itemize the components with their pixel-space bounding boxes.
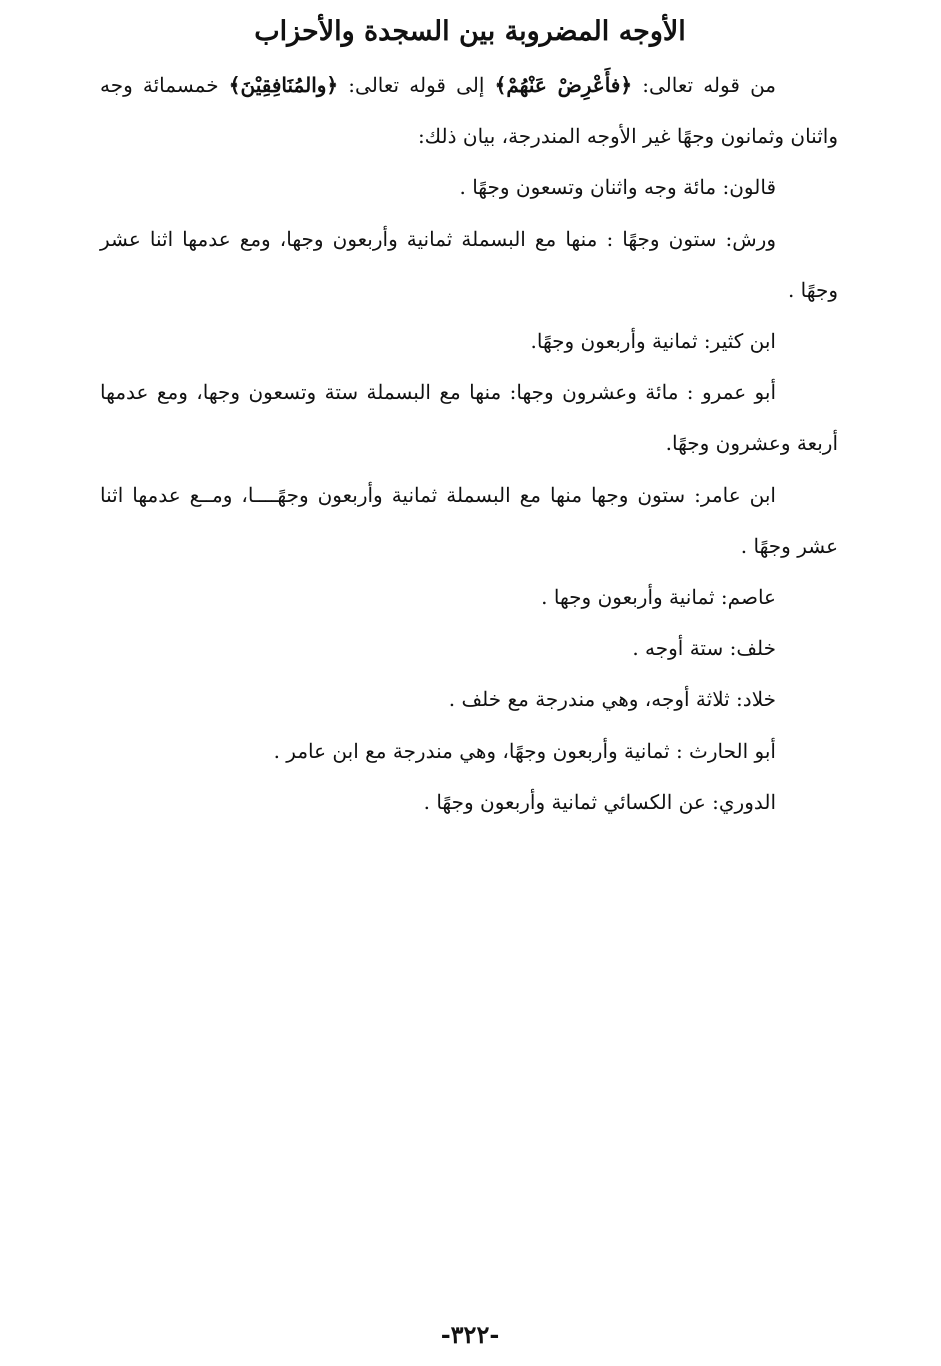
- quran-verse-two: ﴿والمُنَافِقِيْنَ﴾: [228, 73, 339, 97]
- page-title: الأوجه المضروبة بين السجدة والأحزاب: [254, 16, 686, 47]
- reader-entry-al-duri: الدوري: عن الكسائي ثمانية وأربعون وجهًا .: [423, 789, 776, 814]
- page-number: -٣٢٢-: [440, 1320, 500, 1349]
- reader-entry-abu-amr: أبو عمرو : مائة وعشرون وجها: منها مع البسملة ستة وتسعون وجها، ومع عدمها أربعة وعشرون وجهًا.: [100, 380, 838, 456]
- intro-paragraph: [100, 60, 838, 162]
- reader-entry-ibn-kathir: ابن كثير: ثمانية وأربعون وجهًا.: [530, 329, 776, 354]
- intro-middle-text: إلى قوله تعالى:: [338, 73, 495, 97]
- reader-entry-abu-al-harith: أبو الحارث : ثمانية وأربعون وجهًا، وهي مندرجة مع ابن عامر .: [273, 738, 776, 763]
- body-text: [100, 60, 838, 828]
- reader-entry-ibn-amir: ابن عامر: ستون وجها منها مع البسملة ثمانية وأربعون وجهًــــا، ومــع عدمها اثنا عشر وجهًا .: [100, 482, 838, 558]
- quran-verse-one: ﴿فأَعْرِضْ عَنْهُمْ﴾: [494, 73, 633, 97]
- reader-entry-qalun: قالون: مائة وجه واثنان وتسعون وجهًا .: [459, 175, 776, 200]
- reader-entry-asim: عاصم: ثمانية وأربعون وجها .: [541, 585, 776, 610]
- reader-entry-khalaf: خلف: ستة أوجه .: [632, 636, 776, 661]
- reader-entry-khallad: خلاد: ثلاثة أوجه، وهي مندرجة مع خلف .: [448, 687, 776, 712]
- reader-entry-warsh: ورش: ستون وجهًا : منها مع البسملة ثمانية وأربعون وجها، ومع عدمها اثنا عشر وجهًا .: [100, 226, 838, 302]
- intro-lead-text: من قوله تعالى:: [632, 73, 777, 97]
- intro-tail-text: خمسمائة وجه واثنان وثمانون وجهًا غير الأوجه المندرجة، بيان ذلك:: [100, 73, 838, 149]
